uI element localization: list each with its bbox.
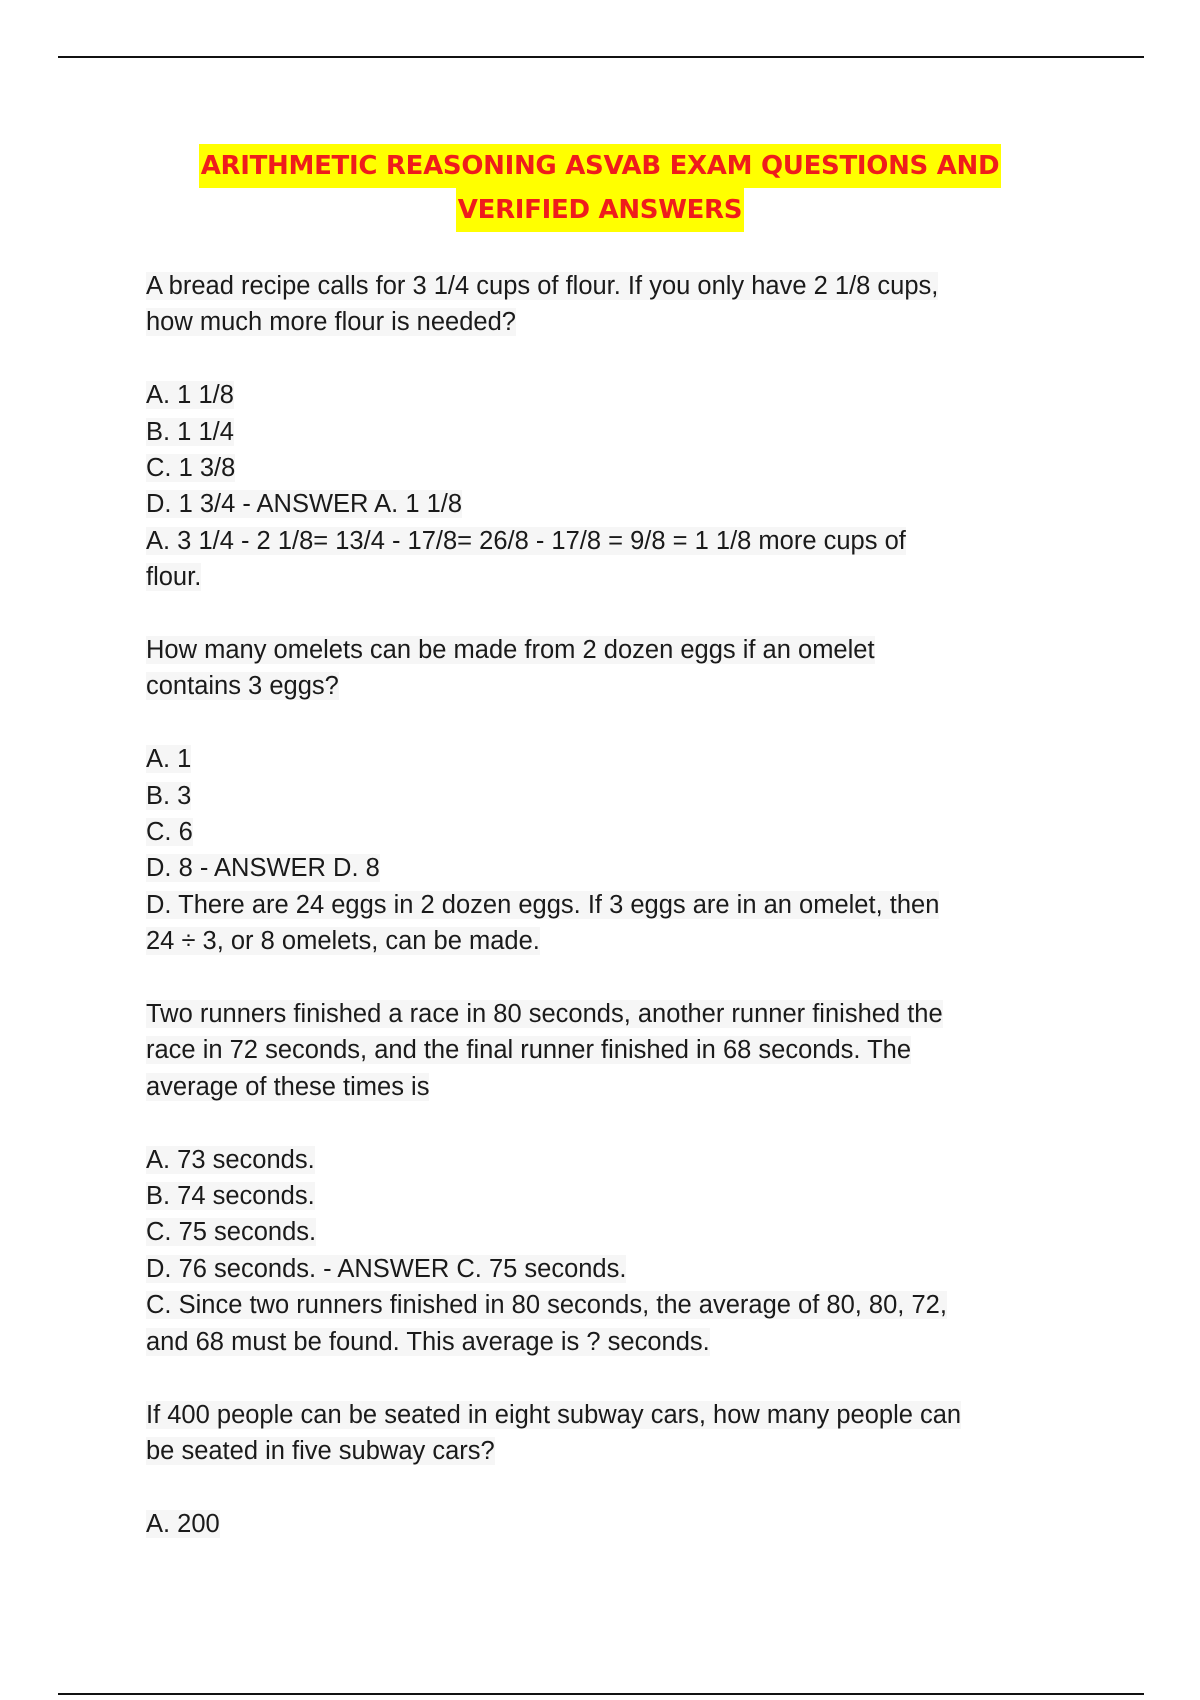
explanation-text: and 68 must be found. This average is ? seconds. [146, 1327, 710, 1356]
question-list [146, 268, 1076, 1542]
bottom-rule [58, 1693, 1144, 1695]
question-text: average of these times is [146, 1072, 430, 1101]
explanation-text: D. There are 24 eggs in 2 dozen eggs. If 3 eggs are in an omelet, then [146, 890, 940, 919]
question-block-4 [146, 1397, 1076, 1543]
answer-option: B. 1 1/4 [146, 417, 234, 446]
answer-option: A. 1 [146, 745, 192, 774]
answer-option: A. 200 [146, 1509, 220, 1538]
question-block-2 [146, 632, 1076, 960]
question-text: How many omelets can be made from 2 dozen eggs if an omelet [146, 636, 875, 665]
title-line-1: ARITHMETIC REASONING ASVAB EXAM QUESTIONS AND [199, 144, 1002, 188]
answer-option: D. 8 - ANSWER D. 8 [146, 854, 380, 883]
answer-option: A. 73 seconds. [146, 1145, 315, 1174]
question-block-3 [146, 996, 1076, 1360]
answer-option: C. 6 [146, 818, 193, 847]
question-text: be seated in five subway cars? [146, 1436, 495, 1465]
question-text: how much more flour is needed? [146, 308, 516, 337]
explanation-text: 24 ÷ 3, or 8 omelets, can be made. [146, 927, 540, 956]
question-text: A bread recipe calls for 3 1/4 cups of flour. If you only have 2 1/8 cups, [146, 272, 939, 300]
title-line-2: VERIFIED ANSWERS [456, 188, 744, 232]
answer-option: C. 1 3/8 [146, 454, 236, 483]
question-text: If 400 people can be seated in eight subway cars, how many people can [146, 1400, 962, 1429]
question-text: contains 3 eggs? [146, 672, 339, 701]
answer-option: A. 1 1/8 [146, 381, 234, 410]
answer-option: D. 76 seconds. - ANSWER C. 75 seconds. [146, 1254, 627, 1283]
answer-option: D. 1 3/4 - ANSWER A. 1 1/8 [146, 490, 463, 519]
explanation-text: flour. [146, 563, 202, 592]
question-block-1 [146, 268, 1076, 596]
top-rule [58, 56, 1144, 58]
explanation-text: A. 3 1/4 - 2 1/8= 13/4 - 17/8= 26/8 - 17/8 = 9/8 = 1 1/8 more cups of [146, 526, 906, 555]
question-text: race in 72 seconds, and the final runner finished in 68 seconds. The [146, 1036, 912, 1065]
answer-option: B. 3 [146, 781, 192, 810]
explanation-text: C. Since two runners finished in 80 seconds, the average of 80, 80, 72, [146, 1291, 947, 1320]
answer-option: C. 75 seconds. [146, 1218, 317, 1247]
answer-option: B. 74 seconds. [146, 1182, 315, 1211]
document-title [0, 144, 1200, 232]
question-text: Two runners finished a race in 80 seconds, another runner finished the [146, 1000, 943, 1029]
